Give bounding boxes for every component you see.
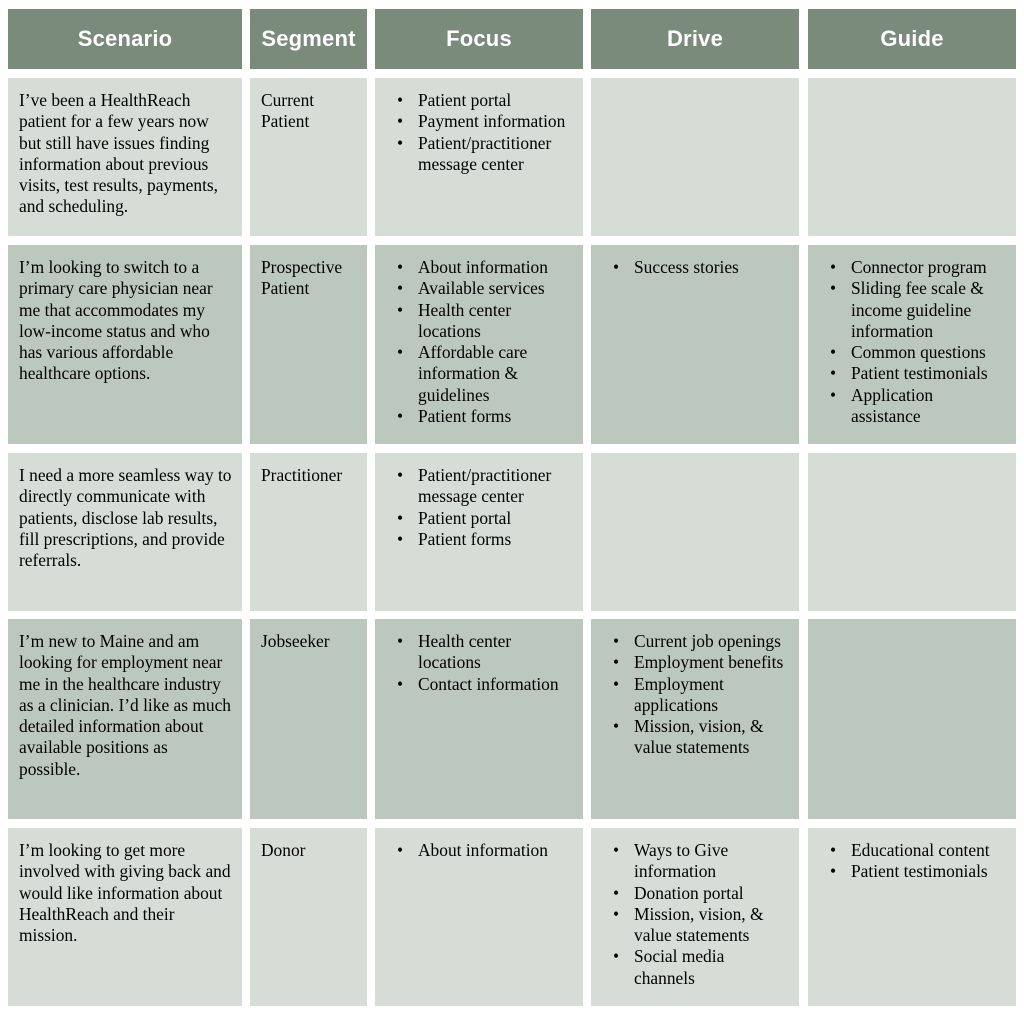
list-item: • Patient testimonials bbox=[851, 861, 1006, 882]
scenario-cell: I’ve been a HealthReach patient for a few years now but still have issues finding information about previous visits, test results, payments, and scheduling. bbox=[8, 78, 242, 236]
bullet-list bbox=[602, 257, 789, 278]
bullet-list bbox=[386, 90, 573, 175]
list-item: • Patient testimonials bbox=[851, 363, 1006, 384]
drive-cell bbox=[591, 453, 799, 611]
list-item: • Educational content bbox=[851, 840, 1006, 861]
list-item: • Patient forms bbox=[418, 406, 573, 427]
segment-cell: Prospective Patient bbox=[250, 245, 367, 444]
list-item: • Patient forms bbox=[418, 529, 573, 550]
list-item: • Connector program bbox=[851, 257, 1006, 278]
list-item: • Patient portal bbox=[418, 508, 573, 529]
list-item: • Ways to Give information bbox=[634, 840, 789, 883]
segment-cell: Jobseeker bbox=[250, 619, 367, 819]
header-segment: Segment bbox=[250, 9, 367, 69]
list-item: • Mission, vision, & value statements bbox=[634, 904, 789, 947]
segment-cell: Current Patient bbox=[250, 78, 367, 236]
focus-cell bbox=[375, 453, 583, 611]
header-focus: Focus bbox=[375, 9, 583, 69]
drive-cell bbox=[591, 619, 799, 819]
guide-cell bbox=[808, 828, 1016, 1006]
header-scenario: Scenario bbox=[8, 9, 242, 69]
bullet-list bbox=[602, 631, 789, 759]
bullet-list bbox=[819, 257, 1006, 427]
list-item: • Patient portal bbox=[418, 90, 573, 111]
drive-cell bbox=[591, 245, 799, 444]
list-item: • Application assistance bbox=[851, 385, 1006, 428]
bullet-list bbox=[386, 840, 573, 861]
guide-cell bbox=[808, 78, 1016, 236]
guide-cell bbox=[808, 245, 1016, 444]
list-item: • Success stories bbox=[634, 257, 789, 278]
list-item: • About information bbox=[418, 257, 573, 278]
list-item: • About information bbox=[418, 840, 573, 861]
list-item: • Sliding fee scale & income guideline information bbox=[851, 278, 1006, 342]
list-item: • Patient/practitioner message center bbox=[418, 465, 573, 508]
list-item: • Mission, vision, & value statements bbox=[634, 716, 789, 759]
scenario-cell: I need a more seamless way to directly communicate with patients, disclose lab results, fill prescriptions, and provide referrals. bbox=[8, 453, 242, 611]
list-item: • Employment benefits bbox=[634, 652, 789, 673]
scenario-cell: I’m looking to switch to a primary care physician near me that accommodates my low-income status and who has various affordable healthcare options. bbox=[8, 245, 242, 444]
list-item: • Health center locations bbox=[418, 300, 573, 343]
list-item: • Current job openings bbox=[634, 631, 789, 652]
focus-cell bbox=[375, 619, 583, 819]
segment-cell: Donor bbox=[250, 828, 367, 1006]
header-guide: Guide bbox=[808, 9, 1016, 69]
focus-cell bbox=[375, 245, 583, 444]
list-item: • Employment applications bbox=[634, 674, 789, 717]
focus-cell bbox=[375, 78, 583, 236]
list-item: • Contact information bbox=[418, 674, 573, 695]
scenario-cell: I’m looking to get more involved with giving back and would like information about HealthReach and their mission. bbox=[8, 828, 242, 1006]
drive-cell bbox=[591, 78, 799, 236]
guide-cell bbox=[808, 453, 1016, 611]
segment-cell: Practitioner bbox=[250, 453, 367, 611]
bullet-list bbox=[819, 840, 1006, 883]
drive-cell bbox=[591, 828, 799, 1006]
scenario-cell: I’m new to Maine and am looking for employment near me in the healthcare industry as a clinician. I’d like as much detailed information about available positions as possible. bbox=[8, 619, 242, 819]
bullet-list bbox=[386, 465, 573, 550]
header-drive: Drive bbox=[591, 9, 799, 69]
list-item: • Health center locations bbox=[418, 631, 573, 674]
guide-cell bbox=[808, 619, 1016, 819]
list-item: • Affordable care information & guidelines bbox=[418, 342, 573, 406]
list-item: • Social media channels bbox=[634, 946, 789, 989]
focus-cell bbox=[375, 828, 583, 1006]
list-item: • Patient/practitioner message center bbox=[418, 133, 573, 176]
bullet-list bbox=[386, 631, 573, 695]
list-item: • Payment information bbox=[418, 111, 573, 132]
list-item: • Donation portal bbox=[634, 883, 789, 904]
bullet-list bbox=[602, 840, 789, 989]
bullet-list bbox=[386, 257, 573, 427]
list-item: • Common questions bbox=[851, 342, 1006, 363]
list-item: • Available services bbox=[418, 278, 573, 299]
